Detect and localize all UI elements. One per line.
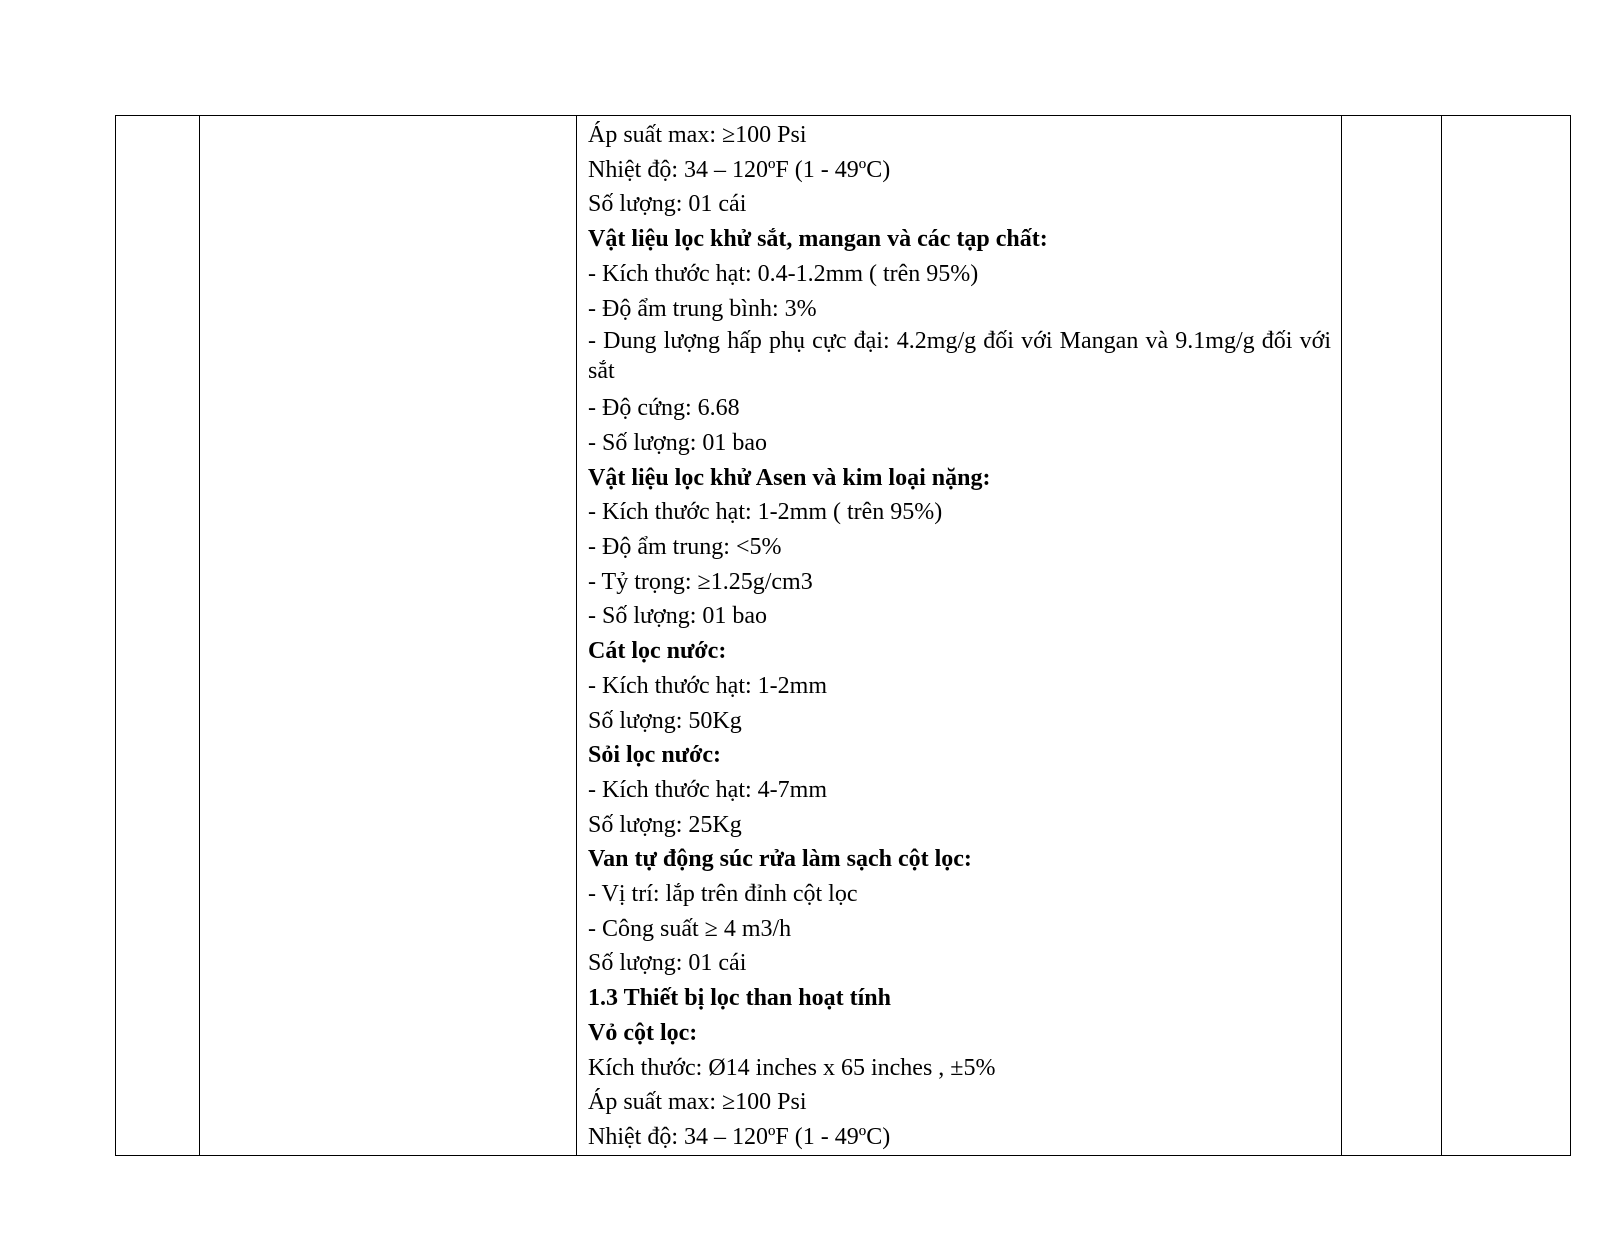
spec-line: Số lượng: 01 cái: [588, 191, 747, 218]
spec-line: - Kích thước hạt: 0.4-1.2mm ( trên 95%): [588, 260, 979, 287]
table-row: [116, 116, 1571, 1156]
spec-line: - Độ ẩm trung: <5%: [588, 534, 782, 561]
spec-line: - Kích thước hạt: 4-7mm: [588, 776, 827, 803]
spec-line: - Tỷ trọng: ≥1.25g/cm3: [588, 568, 813, 595]
spec-line: Kích thước: Ø14 inches x 65 inches , ±5%: [588, 1054, 996, 1081]
spec-line: Số lượng: 01 cái: [588, 950, 747, 977]
spec-line: Áp suất max: ≥100 Psi: [588, 1089, 807, 1116]
spec-line: - Độ cứng: 6.68: [588, 395, 740, 422]
unit-cell: [1342, 116, 1442, 1156]
spec-line: - Số lượng: 01 bao: [588, 429, 768, 456]
spec-line: - Dung lượng hấp phụ cực đại: 4.2mg/g đối với Mangan và 9.1mg/g đối với sắt: [588, 328, 1331, 385]
spec-line: - Số lượng: 01 bao: [588, 603, 768, 630]
spec-heading: Vật liệu lọc khử Asen và kim loại nặng:: [588, 464, 991, 491]
quantity-cell: [1442, 116, 1571, 1156]
item-name-cell: [200, 116, 577, 1156]
spec-line: - Độ ẩm trung bình: 3%: [588, 295, 817, 322]
spec-heading: Sỏi lọc nước:: [588, 742, 722, 769]
spec-line: Nhiệt độ: 34 – 120ºF (1 - 49ºC): [588, 1123, 891, 1150]
spec-heading: Vỏ cột lọc:: [588, 1019, 698, 1046]
spec-line: - Kích thước hạt: 1-2mm ( trên 95%): [588, 499, 943, 526]
spec-table: [115, 115, 1571, 1156]
spec-heading: Vật liệu lọc khử sắt, mangan và các tạp chất:: [588, 226, 1048, 253]
spec-heading: Van tự động súc rửa làm sạch cột lọc:: [588, 846, 972, 873]
spec-heading: 1.3 Thiết bị lọc than hoạt tính: [588, 985, 891, 1012]
spec-line: Nhiệt độ: 34 – 120ºF (1 - 49ºC): [588, 156, 891, 183]
spec-line: - Công suất ≥ 4 m3/h: [588, 915, 792, 942]
spec-heading: Cát lọc nước:: [588, 638, 727, 665]
spec-line: Áp suất max: ≥100 Psi: [588, 122, 807, 148]
specification-cell: [577, 116, 1342, 1156]
spec-line: - Vị trí: lắp trên đỉnh cột lọc: [588, 881, 858, 908]
specification-list: [588, 118, 1331, 1155]
spec-line: Số lượng: 50Kg: [588, 707, 742, 734]
index-cell: [116, 116, 200, 1156]
spec-line: - Kích thước hạt: 1-2mm: [588, 672, 827, 699]
spec-line: Số lượng: 25Kg: [588, 811, 742, 838]
